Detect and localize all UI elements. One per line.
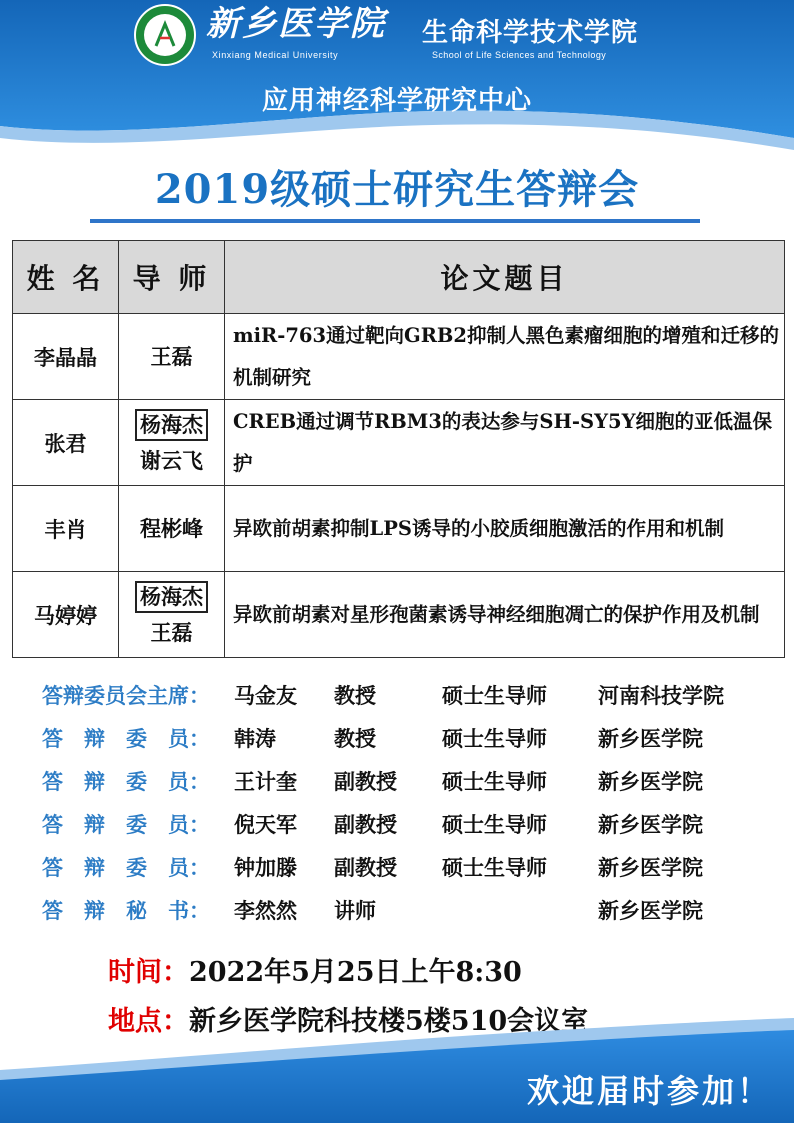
- member-institution: 新乡医学院: [598, 727, 703, 751]
- member-title: 副教授: [334, 856, 397, 880]
- thesis-title: miR-763通过靶向GRB2抑制人黑色素瘤细胞的增殖和迁移的机制研究: [225, 314, 785, 400]
- member-name: 钟加滕: [234, 856, 297, 880]
- member-name: 马金友: [234, 684, 297, 708]
- member-title: 副教授: [334, 813, 397, 837]
- student-name: 马婷婷: [13, 572, 119, 658]
- committee-row: [42, 809, 762, 852]
- committee-row: [42, 852, 762, 895]
- member-name: 王计奎: [234, 770, 297, 794]
- member-supervisor: 硕士生导师: [442, 684, 547, 708]
- event-title: 2019级硕士研究生答辩会: [154, 166, 640, 213]
- committee-role: 答 辩 委 员：: [42, 856, 210, 880]
- time-value: 2022年5月25日上午8:30: [189, 957, 522, 988]
- committee-role: 答 辩 委 员：: [42, 813, 210, 837]
- member-supervisor: 硕士生导师: [442, 813, 547, 837]
- member-title: 教授: [334, 684, 376, 708]
- committee-role: 答 辩 委 员：: [42, 770, 210, 794]
- member-institution: 新乡医学院: [598, 770, 703, 794]
- time-label: 时间：: [108, 957, 189, 988]
- school-name-calligraphy: 新乡医学院: [206, 4, 386, 44]
- member-institution: 新乡医学院: [598, 813, 703, 837]
- committee-role: 答 辩 委 员：: [42, 727, 210, 751]
- table-header-row: [13, 241, 785, 314]
- member-name: 倪天军: [234, 813, 297, 837]
- table-row: [13, 486, 785, 572]
- committee-row: [42, 680, 762, 723]
- member-supervisor: 硕士生导师: [442, 770, 547, 794]
- student-name: 丰肖: [13, 486, 119, 572]
- committee-role: 答辩委员会主席：: [42, 684, 210, 708]
- advisor-boxed-name: 杨海杰: [135, 581, 208, 613]
- thesis-title: 异欧前胡素抑制LPS诱导的小胶质细胞激活的作用和机制: [225, 486, 785, 572]
- advisor-name: 程彬峰: [140, 516, 203, 541]
- university-seal-logo: [134, 4, 196, 66]
- defense-schedule-table: [12, 240, 785, 658]
- student-name: 张君: [13, 400, 119, 486]
- member-institution: 新乡医学院: [598, 856, 703, 880]
- committee-list: [42, 680, 762, 938]
- location-value: 新乡医学院科技楼5楼510会议室: [189, 1006, 589, 1037]
- header-student: 姓 名: [13, 241, 119, 314]
- header-thesis: 论文题目: [225, 241, 785, 314]
- advisor-cell: [119, 486, 225, 572]
- committee-row: [42, 723, 762, 766]
- table-row: [13, 314, 785, 400]
- college-name: 生命科学技术学院: [422, 18, 639, 48]
- member-name: 韩涛: [234, 727, 276, 751]
- seal-emblem-icon: [148, 18, 182, 52]
- header-advisor: 导 师: [119, 241, 225, 314]
- member-title: 教授: [334, 727, 376, 751]
- table-row: [13, 572, 785, 658]
- school-name-english: Xinxiang Medical University: [212, 50, 339, 60]
- welcome-message: 欢迎届时参加！: [526, 1072, 772, 1110]
- event-time: [108, 950, 522, 989]
- member-institution: 新乡医学院: [598, 899, 703, 923]
- member-name: 李然然: [234, 899, 297, 923]
- advisor-name: 谢云飞: [140, 448, 203, 473]
- advisor-name: 王磊: [150, 344, 193, 369]
- title-underline: [90, 219, 700, 223]
- member-supervisor: 硕士生导师: [442, 856, 547, 880]
- location-label: 地点：: [108, 1006, 189, 1037]
- advisor-cell: [119, 400, 225, 486]
- committee-row: [42, 895, 762, 938]
- committee-row: [42, 766, 762, 809]
- thesis-title: 异欧前胡素对星形孢菌素诱导神经细胞凋亡的保护作用及机制: [225, 572, 785, 658]
- committee-role: 答 辩 秘 书：: [42, 899, 210, 923]
- advisor-cell: [119, 572, 225, 658]
- member-title: 讲师: [334, 899, 376, 923]
- table-row: [13, 400, 785, 486]
- member-title: 副教授: [334, 770, 397, 794]
- advisor-cell: [119, 314, 225, 400]
- research-center-name: 应用神经科学研究中心: [261, 86, 532, 116]
- member-supervisor: 硕士生导师: [442, 727, 547, 751]
- college-name-english: School of Life Sciences and Technology: [432, 50, 607, 60]
- advisor-boxed-name: 杨海杰: [135, 409, 208, 441]
- student-name: 李晶晶: [13, 314, 119, 400]
- member-institution: 河南科技学院: [598, 684, 724, 708]
- thesis-title: CREB通过调节RBM3的表达参与SH-SY5Y细胞的亚低温保护: [225, 400, 785, 486]
- advisor-name: 王磊: [150, 620, 193, 645]
